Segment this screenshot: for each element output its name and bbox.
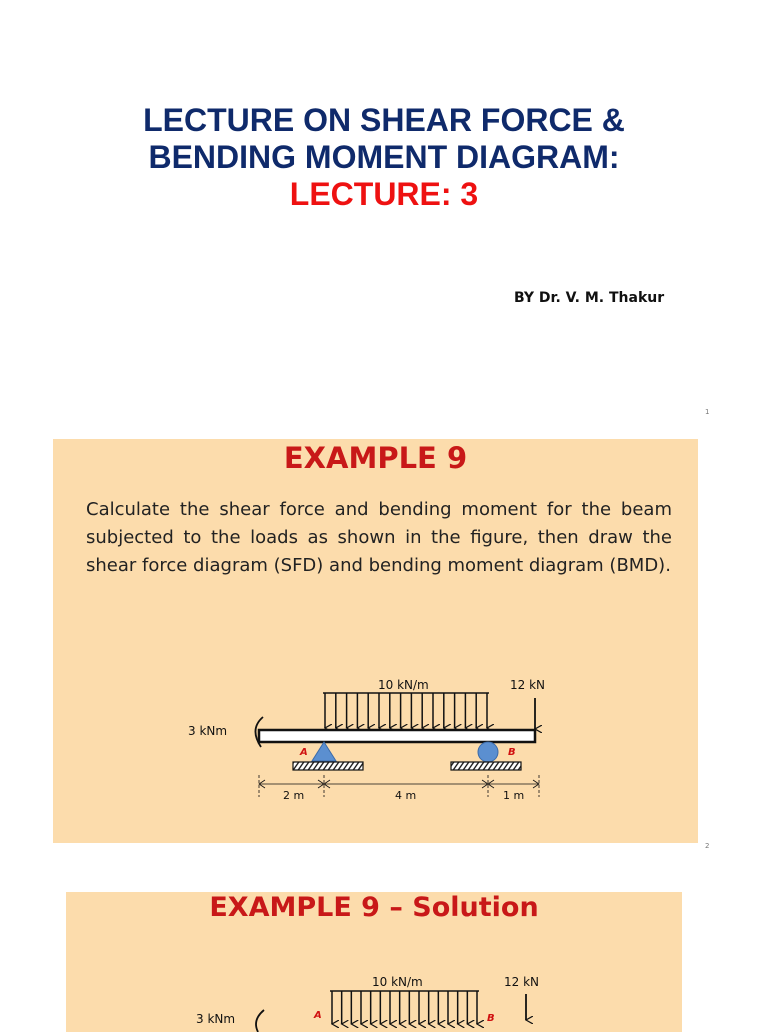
point-load-label: 12 kN bbox=[510, 678, 546, 692]
support-a-label: A bbox=[300, 747, 308, 758]
solution-support-b-label: B bbox=[487, 1013, 495, 1024]
page-number: 1 bbox=[705, 408, 710, 416]
solution-support-a-label: A bbox=[314, 1010, 322, 1021]
roller-support bbox=[478, 742, 498, 762]
title-line-3: LECTURE: 3 bbox=[289, 176, 479, 212]
pin-support bbox=[312, 742, 336, 761]
title-line-1: LECTURE ON SHEAR FORCE & bbox=[143, 102, 625, 138]
page-number-2: 2 bbox=[705, 842, 710, 850]
dim-2m: 2 m bbox=[283, 789, 305, 802]
example-heading: EXAMPLE 9 bbox=[283, 441, 468, 475]
title-slide bbox=[0, 0, 768, 420]
beam bbox=[259, 730, 535, 742]
ground-a bbox=[293, 762, 363, 770]
solution-heading: EXAMPLE 9 – Solution bbox=[209, 892, 539, 923]
moment-label: 3 kNm bbox=[188, 724, 228, 738]
solution-moment-label: 3 kNm bbox=[196, 1012, 236, 1026]
udl-label: 10 kN/m bbox=[378, 678, 429, 692]
udl-arrows bbox=[325, 693, 487, 728]
solution-udl-arrows bbox=[332, 991, 477, 1024]
ground-b bbox=[451, 762, 521, 770]
problem-statement: Calculate the shear force and bending moment for the beam subjected to the loads as shown in the figure, then draw the shear force diagram (SFD) and bending moment diagram (BMD). bbox=[86, 499, 672, 576]
solution-udl-label: 10 kN/m bbox=[372, 975, 423, 989]
title-line-2: BENDING MOMENT DIAGRAM: bbox=[148, 139, 620, 175]
dim-4m: 4 m bbox=[395, 789, 417, 802]
author-byline: BY Dr. V. M. Thakur bbox=[514, 290, 665, 306]
solution-slide bbox=[66, 892, 682, 1032]
solution-beam-figure bbox=[66, 892, 682, 1032]
lecture-title bbox=[0, 102, 768, 213]
dim-1m: 1 m bbox=[503, 789, 525, 802]
solution-point-load-label: 12 kN bbox=[504, 975, 540, 989]
example-slide bbox=[53, 439, 698, 843]
beam-figure bbox=[53, 439, 698, 843]
support-b-label: B bbox=[508, 747, 516, 758]
solution-moment-arc bbox=[256, 1010, 264, 1032]
